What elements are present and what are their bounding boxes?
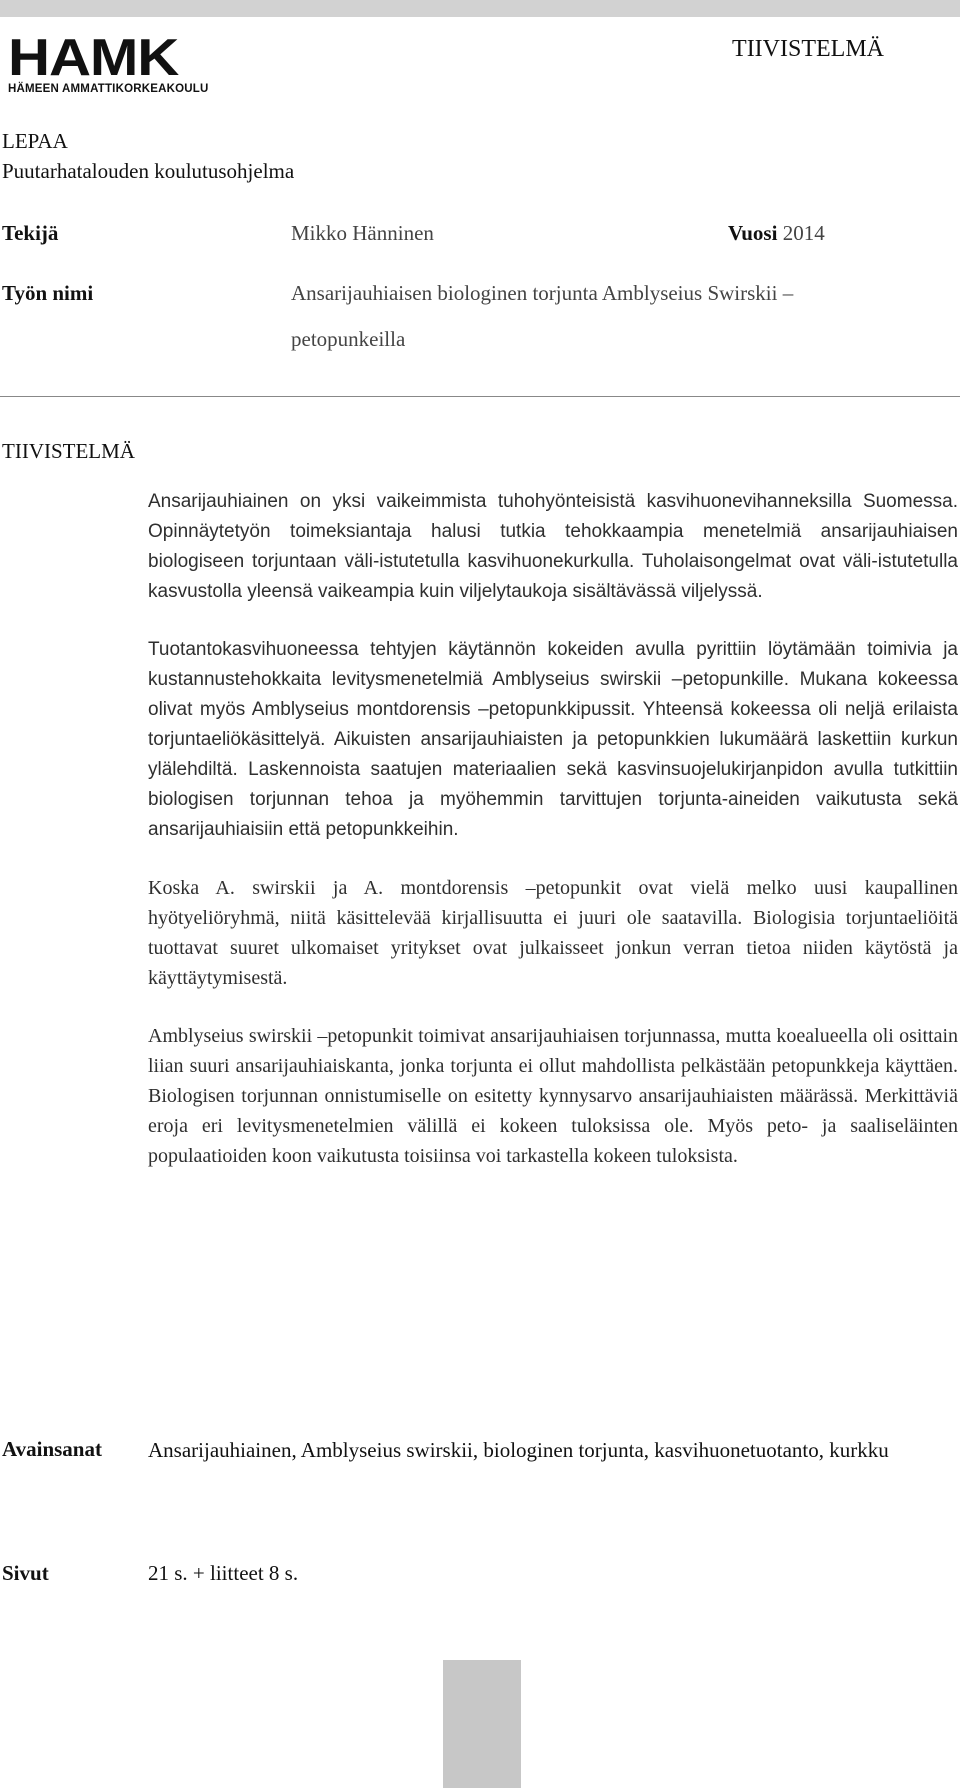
author-value: Mikko Hänninen <box>291 221 434 245</box>
pages-value: 21 s. + liitteet 8 s. <box>148 1561 299 1585</box>
title-label: Työn nimi <box>2 281 94 305</box>
page-marker-box <box>443 1660 521 1788</box>
year-label: Vuosi <box>728 221 778 245</box>
keywords-value: Ansarijauhiainen, Amblyseius swirskii, biologinen torjunta, kasvihuonetuotanto, kurkku <box>148 1438 889 1462</box>
abstract-paragraph: Koska A. swirskii ja A. montdorensis –petopunkit ovat vielä melko uusi kaupallinen hyötyeliöryhmä, niitä käsittelevää kirjallisuutta ei juuri ole saatavilla. Biologisia torjuntaeliöitä tuottavat suuret ulkomaiset yritykset ovat julkaisseet jonkun verran tietoa niiden käytöstä ja käyttäytymisestä. <box>148 877 958 989</box>
year-value: 2014 <box>782 221 825 245</box>
hamk-logo <box>8 29 244 95</box>
title-line-1: Ansarijauhiaisen biologinen torjunta Amblyseius Swirskii – <box>291 281 794 305</box>
logo-wordmark: HAMK <box>8 29 179 87</box>
document-type: TIIVISTELMÄ <box>732 36 884 62</box>
campus: LEPAA <box>2 129 68 153</box>
year-field <box>728 218 825 248</box>
abstract-paragraph: Tuotantokasvihuoneessa tehtyjen käytännön kokeiden avulla pyrittiin löytämään toimivia ja kustannustehokkaita levitysmenetelmiä Amblyseius swirskii –petopunkille. Mukana kokeessa olivat myös Amblyseius montdorensis –petopunkkipussit. Yhteensä kokeessa oli neljä erilaista torjuntaeliökäsittelyä. Aikuisten ansarijauhiaisten ja petopunkkien lukumäärä laskettiin kurkun ylälehdiltä. Laskennoista saatujen materiaalien sekä kasvinsuojelukirjanpidon avulla tutkittiin biologisen torjunnan tehoa ja myöhemmin tarvittujen torjunta-aineiden vaikutusta sekä ansarijauhiaisiin että petopunkkeihin. <box>148 639 958 840</box>
logo-subtitle: HÄMEEN AMMATTIKORKEAKOULU <box>8 83 209 95</box>
abstract-body <box>148 487 958 1199</box>
pages-label: Sivut <box>2 1561 49 1585</box>
title-line-2: petopunkeilla <box>291 327 406 351</box>
keywords-label: Avainsanat <box>2 1437 102 1461</box>
abstract-paragraph: Amblyseius swirskii –petopunkit toimivat ansarijauhiaisen torjunnassa, mutta koealueella oli osittain liian suuri ansarijauhiaiskanta, jonka torjunta ei ollut mahdollista pelkästään petopunkkeja käyttäen. Biologisen torjunnan onnistumiselle on esitetty kynnysarvo ansarijauhiaisten määrässä. Merkittäviä eroja eri levitysmenetelmien välillä ei kokeen tuloksissa ole. Myös peto- ja saaliseläinten populaatioiden koon vaikutusta toisiinsa voi tarkastella kokeen tuloksista. <box>148 1025 958 1167</box>
abstract-heading: TIIVISTELMÄ <box>2 439 135 463</box>
abstract-paragraph: Ansarijauhiainen on yksi vaikeimmista tuhohyönteisistä kasvihuonevihanneksilla Suomessa. Opinnäytetyön toimeksiantaja halusi tutkia tehokkaampia menetelmiä ansarijauhiaisen biologiseen torjuntaan väli-istutetulla kasvihuonekurkulla. Tuholaisongelmat ovat väli-istutetulla kasvustolla yleensä vaikeampia kuin viljelytaukoja sisältävässä viljelyssä. <box>148 491 958 602</box>
top-bar <box>0 0 960 17</box>
programme: Puutarhatalouden koulutusohjelma <box>2 159 295 183</box>
author-label: Tekijä <box>2 221 59 245</box>
divider <box>0 396 960 397</box>
